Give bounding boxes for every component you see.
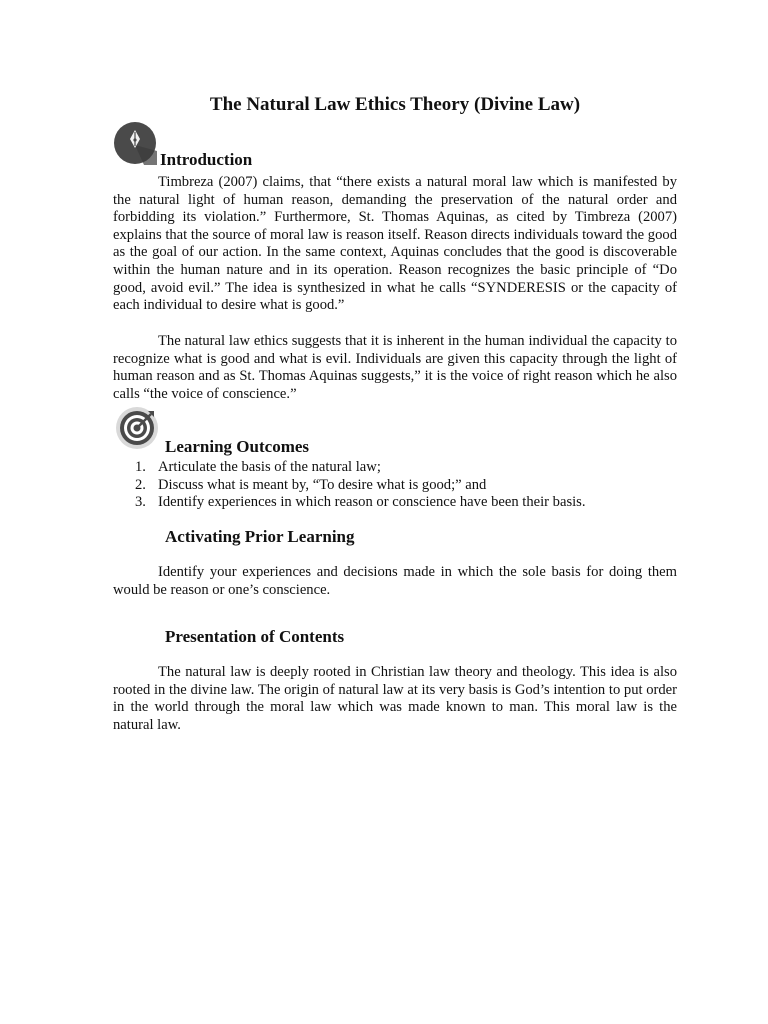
introduction-paragraph-1: Timbreza (2007) claims, that “there exists a natural moral law which is manifested by the natural light of human reason, demanding the preservation of the natural order and forbidding its violation.” Furthermore, St. Thomas Aquinas, as cited by Timbreza (2007) explains that the source of moral law is reason itself. Reason directs individuals toward the good as the goal of our action. In the same context, Aquinas concludes that the good is discoverable within the human nature and in its operation. Reason recognizes the basic principle of “Do good, avoid evil.” The idea is synthesized in what he calls “SYNDERESIS or the capacity of each individual to desire what is good.”: [113, 174, 677, 314]
list-item: [113, 459, 677, 477]
activating-prior-learning-heading: Activating Prior Learning: [165, 527, 355, 546]
list-item-text: Identify experiences in which reason or conscience have been their basis.: [158, 494, 586, 511]
list-item-number: 3.: [135, 494, 146, 511]
presentation-of-contents-heading: Presentation of Contents: [165, 627, 345, 646]
introduction-paragraph-2: The natural law ethics suggests that it is inherent in the human individual the capacity to recognize what is good and what is evil. Individuals are given this capacity through the light of human reason and as St. Thomas Aquinas suggests,” it is the voice of right reason which he also calls “the voice of conscience.”: [113, 333, 677, 402]
presentation-of-contents-paragraph: The natural law is deeply rooted in Christian law theory and theology. This idea is also rooted in the divine law. The origin of natural law at its very basis is God’s intention to put order in the world through the moral law which was made known to man. This moral law is the natural law.: [113, 664, 677, 733]
learning-outcomes-list: [113, 459, 677, 512]
list-item-number: 1.: [135, 459, 146, 475]
list-item: [113, 477, 677, 495]
list-item: [113, 494, 677, 512]
activating-prior-learning-paragraph: Identify your experiences and decisions made in which the sole basis for doing them would be reason or one’s conscience.: [113, 564, 677, 598]
list-item-text: Articulate the basis of the natural law;: [158, 459, 381, 475]
learning-outcomes-heading: Learning Outcomes: [165, 437, 310, 456]
target-icon: [115, 406, 159, 450]
introduction-heading: Introduction: [160, 150, 253, 169]
list-item-text: Discuss what is meant by, “To desire what is good;” and: [158, 476, 487, 493]
pen-nib-icon: [113, 121, 157, 165]
document-title: The Natural Law Ethics Theory (Divine Law): [209, 94, 581, 115]
list-item-number: 2.: [135, 476, 146, 493]
